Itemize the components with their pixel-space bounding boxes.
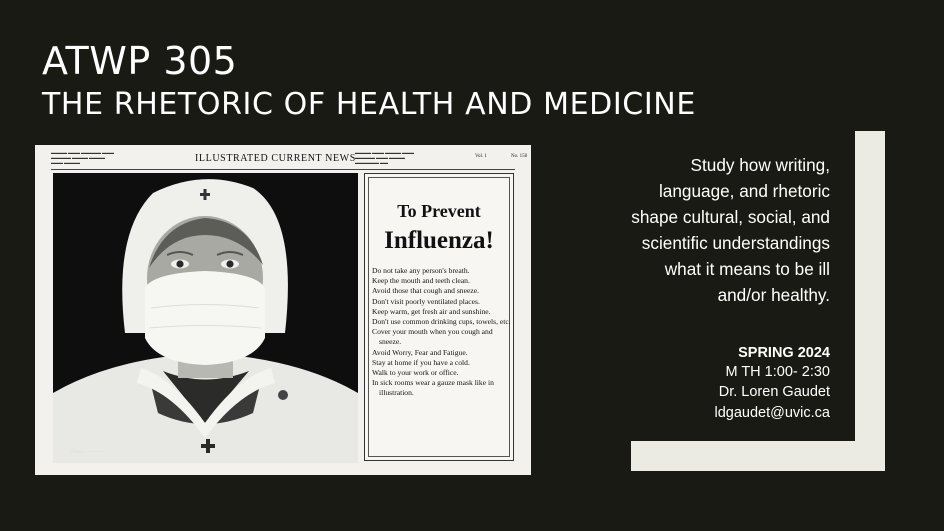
corner-bracket-vertical (855, 131, 885, 471)
poster-text-panel (364, 173, 514, 461)
poster-rule: Don't visit poorly ventilated places. (372, 296, 480, 306)
poster-rule: In sick rooms wear a gauze mask like in illustration. (372, 378, 494, 398)
poster-rule: Walk to your work or office. (372, 368, 459, 378)
photographer-signature: Photo. ~~~ ~~~~ (71, 450, 106, 455)
course-code: ATWP 305 (42, 39, 238, 83)
poster-rule: Stay at home if you have a cold. (372, 357, 470, 367)
course-description (560, 152, 830, 308)
poster-masthead (35, 145, 531, 171)
influenza-poster-image (35, 145, 531, 475)
description-line: scientific understandings (641, 233, 830, 253)
poster-rule: Cover your mouth when you cough and sneeze. (372, 327, 493, 347)
description-line: shape cultural, social, and (631, 207, 830, 227)
poster-rule: Don't use common drinking cups, towels, etc. (372, 317, 511, 327)
masked-nurse-photo (53, 173, 358, 463)
masthead-fine-print-left: ▬▬▬▬ ▬▬▬ ▬▬▬▬▬ ▬▬▬ ▬▬▬▬▬ ▬▬▬▬ ▬▬▬▬ ▬▬▬ ▬▬▬▬ (51, 150, 114, 165)
masthead-volume: Vol. 1 (475, 154, 487, 159)
poster-rule: Avoid Worry, Fear and Fatigue. (372, 347, 468, 357)
nurse-illustration (53, 173, 358, 463)
description-line: and/or healthy. (717, 285, 830, 305)
description-line: what it means to be ill (664, 259, 830, 279)
instructor-email[interactable]: ldgaudet@uvic.ca (714, 405, 830, 421)
description-line: language, and rhetoric (658, 181, 830, 201)
course-title: THE RHETORIC OF HEALTH AND MEDICINE (42, 87, 696, 122)
poster-rule: Keep the mouth and teeth clean. (372, 276, 470, 286)
corner-bracket-horizontal (631, 441, 885, 471)
masthead-fine-print-right: ▬▬▬▬ ▬▬▬ ▬▬▬▬ ▬▬▬ ▬▬▬▬▬ ▬▬▬ ▬▬▬▬ ▬▬▬▬▬▬ ▬▬ (355, 150, 414, 165)
poster-rule: Do not take any person's breath. (372, 266, 470, 275)
poster-heading-line2: Influenza! (384, 227, 494, 254)
poster-rule: Keep warm, get fresh air and sunshine. (372, 306, 491, 316)
poster-rule: Avoid those that cough and sneeze. (372, 286, 479, 296)
schedule-text: M TH 1:00- 2:30 (725, 364, 830, 380)
masthead-rule (51, 169, 515, 170)
description-line: Study how writing, (690, 155, 830, 175)
semester-label: SPRING 2024 (738, 345, 830, 361)
masthead-number: No. 158 (511, 154, 528, 159)
poster-rules-list (372, 266, 512, 399)
instructor-name: Dr. Loren Gaudet (718, 384, 830, 400)
poster-heading-line1: To Prevent (397, 201, 481, 221)
masthead-title: ILLUSTRATED CURRENT NEWS (195, 153, 356, 164)
